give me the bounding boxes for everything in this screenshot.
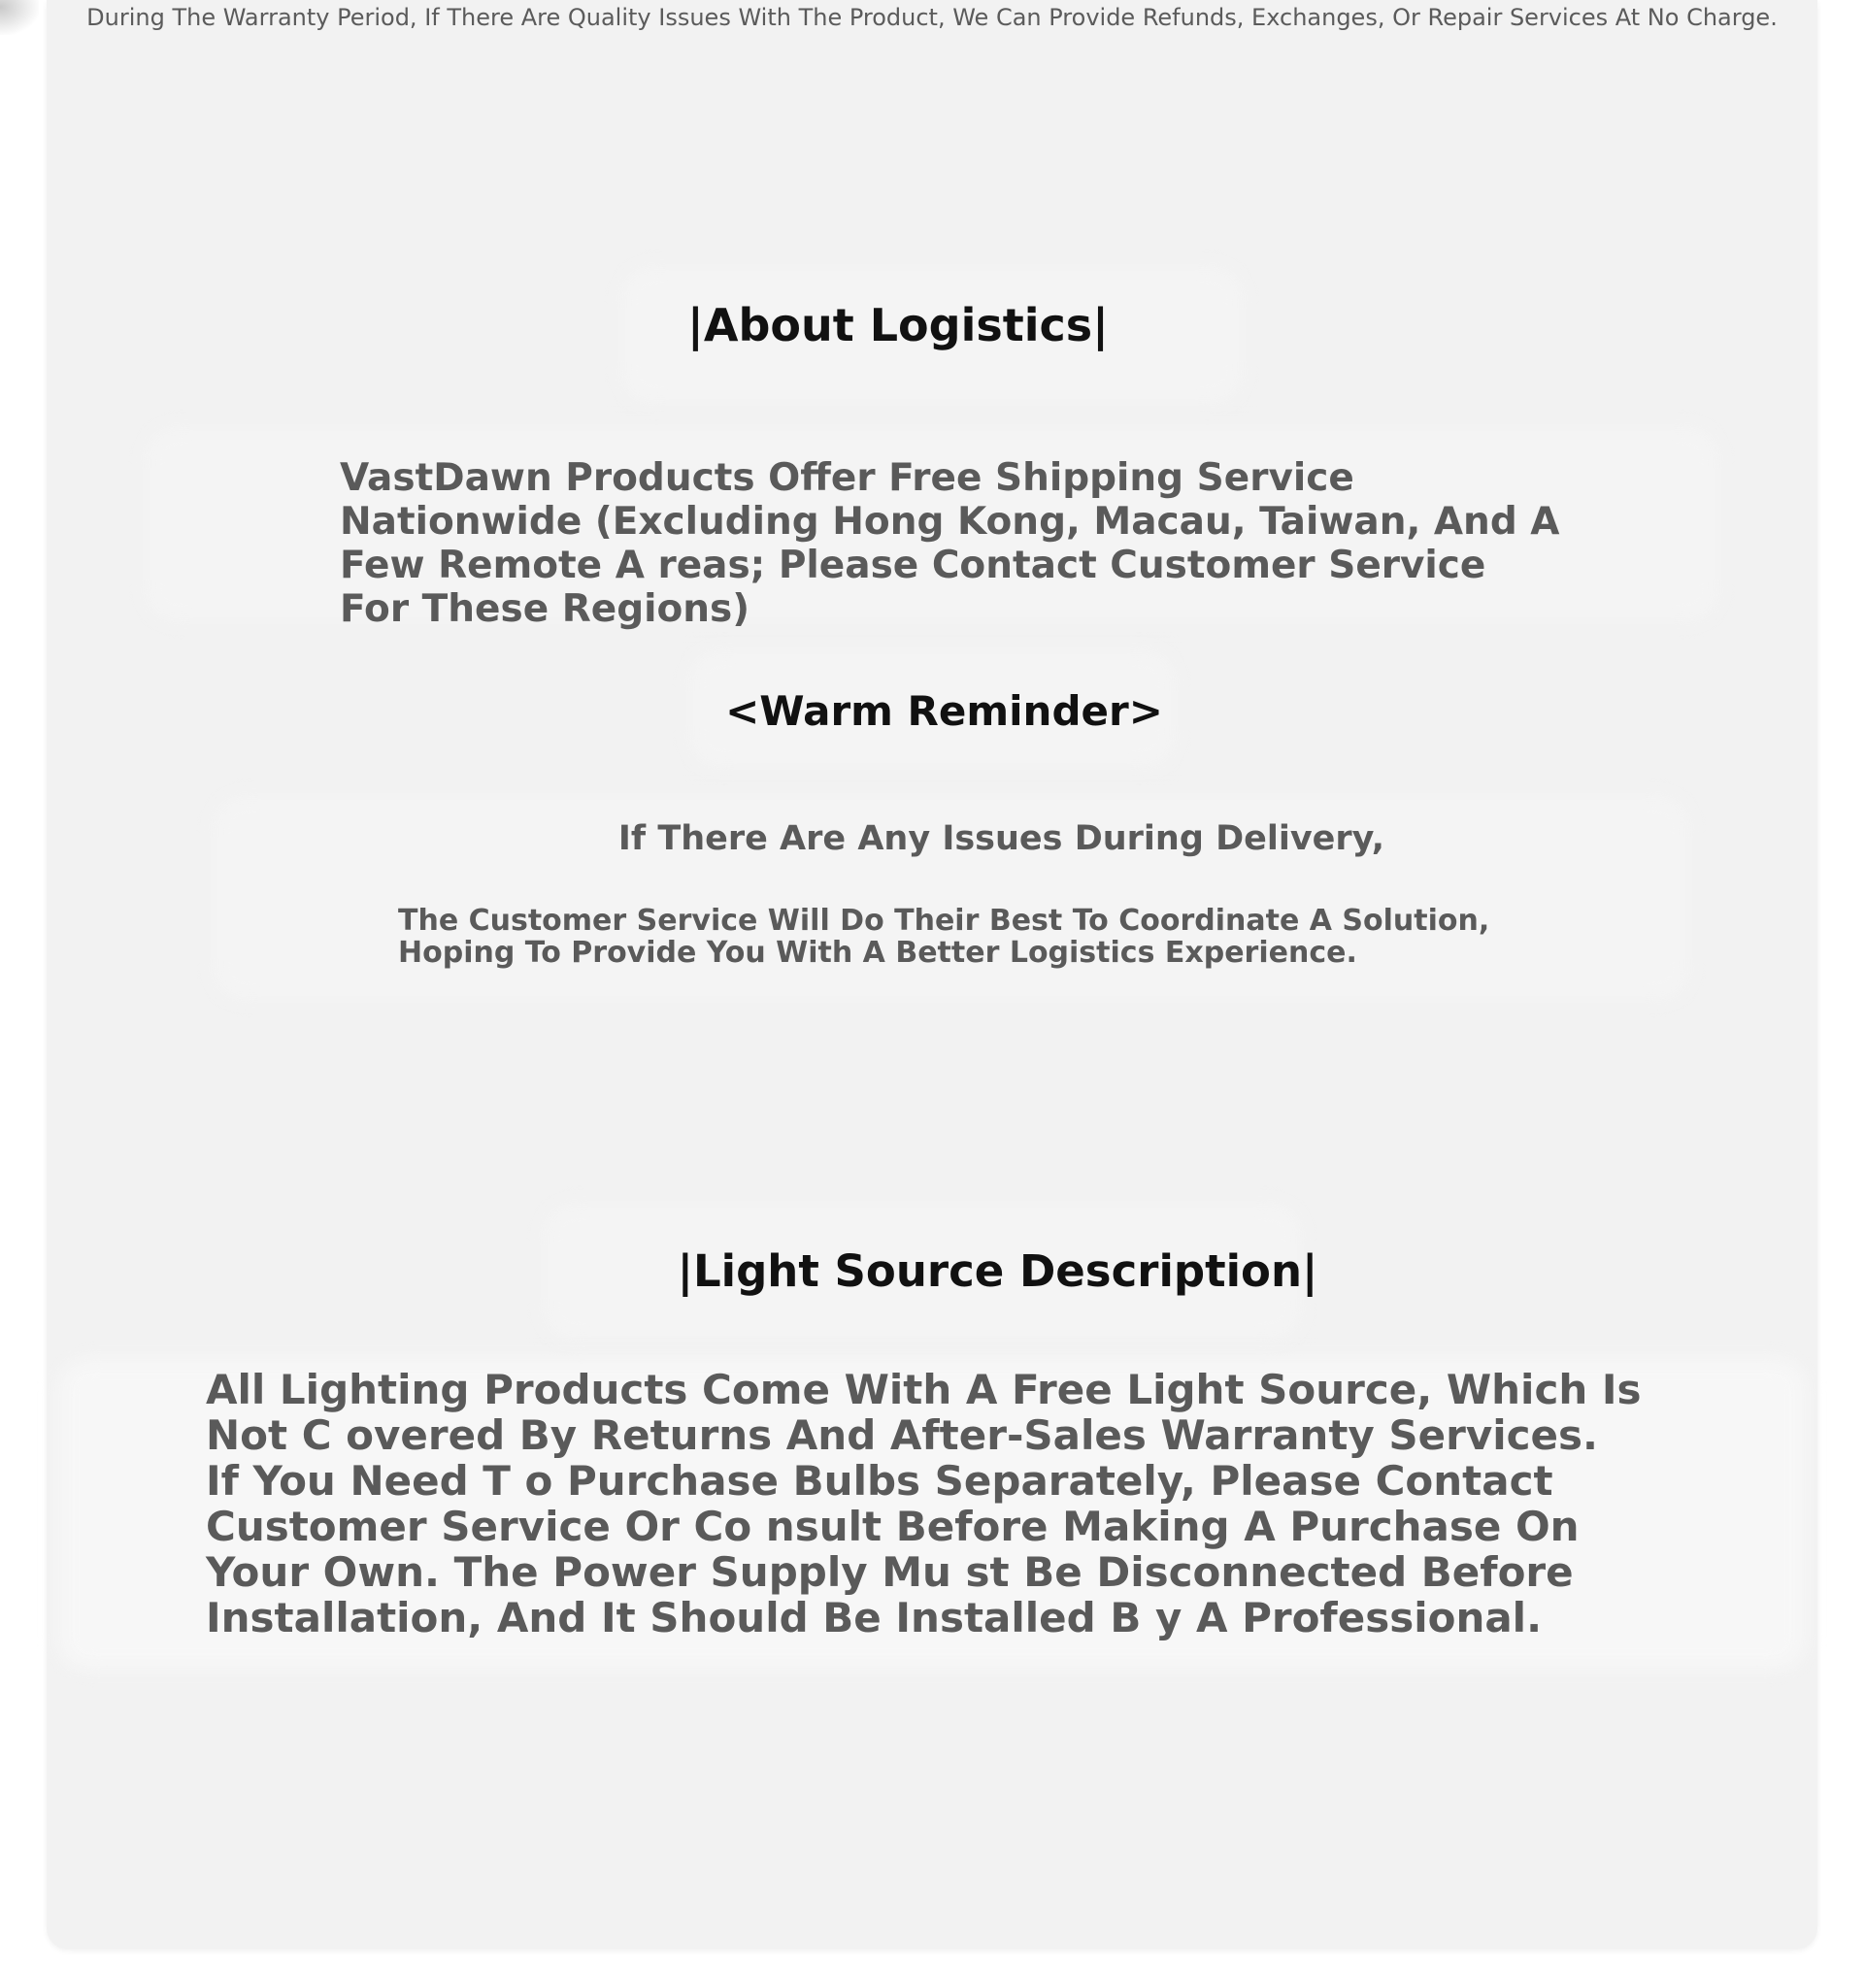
- light-source-body: All Lighting Products Come With A Free Light Source, Which Is Not C overed By Returns And After-Sales Warranty Services. If You Need T o Purchase Bulbs Separately, Please Contact Customer Service Or Co nsult Before Making A Purchase On Your Own. The Power Supply Mu st Be Disconnected Before Installation, And It Should Be Installed B y A Professional.: [206, 1366, 1642, 1641]
- light-source-heading: |Light Source Description|: [677, 1245, 1318, 1297]
- logistics-heading: |About Logistics|: [687, 299, 1109, 351]
- warranty-note: During The Warranty Period, If There Are Quality Issues With The Product, We Can Provide Refunds, Exchanges, Or Repair Services At No Charge.: [86, 4, 1778, 31]
- warm-reminder-heading: <Warm Reminder>: [725, 687, 1163, 735]
- reminder-line-2: The Customer Service Will Do Their Best To Coordinate A Solution, Hoping To Provide You With A Better Logistics Experience.: [398, 904, 1490, 970]
- corner-decoration: [0, 0, 39, 35]
- reminder-line-1: If There Are Any Issues During Delivery,: [617, 819, 1385, 858]
- logistics-body: VastDawn Products Offer Free Shipping Service Nationwide (Excluding Hong Kong, Macau, Taiwan, And A Few Remote A reas; Please Contact Customer Service For These Regions): [340, 456, 1560, 631]
